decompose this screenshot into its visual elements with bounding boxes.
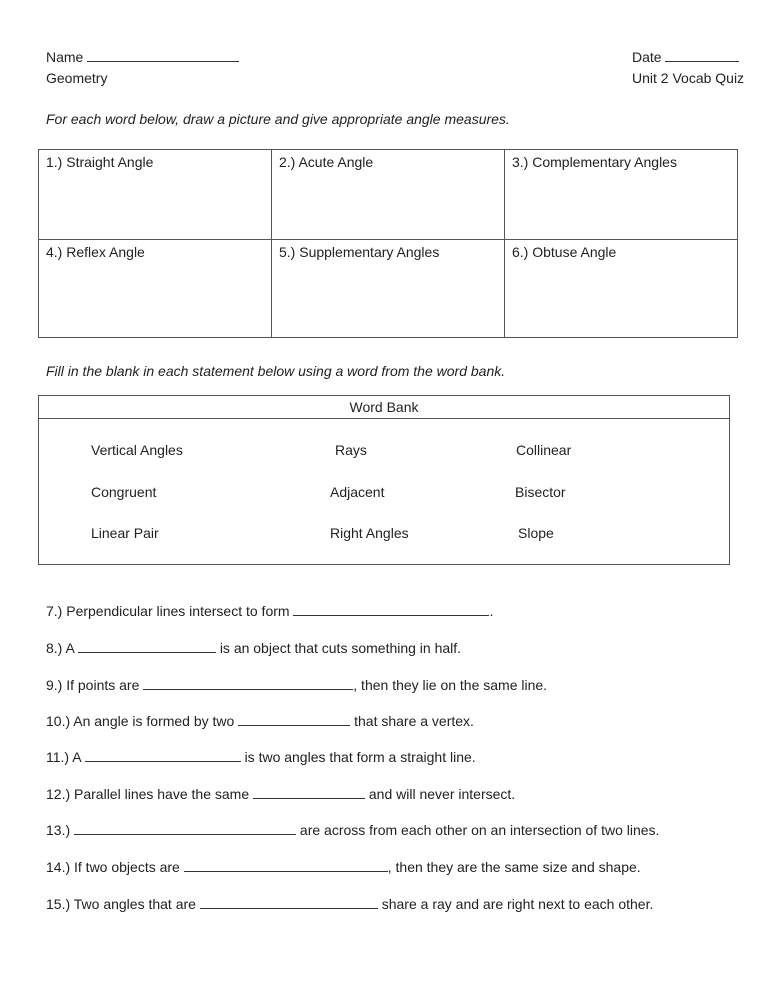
question-10 <box>46 713 474 729</box>
question-text: that share a vertex. <box>354 713 474 729</box>
question-text: 8.) A <box>46 640 75 656</box>
draw-item-label: 6.) Obtuse Angle <box>512 244 617 260</box>
question-8 <box>46 640 461 656</box>
draw-cell[interactable] <box>272 240 505 337</box>
question-15 <box>46 896 653 912</box>
question-text: share a ray and are right next to each other. <box>381 896 654 912</box>
word-bank-word: Vertical Angles <box>91 442 183 458</box>
draw-cell[interactable] <box>39 150 272 240</box>
draw-cell[interactable] <box>505 150 737 240</box>
word-bank-word: Bisector <box>515 484 566 500</box>
date-line <box>632 47 744 68</box>
draw-cell[interactable] <box>505 240 737 337</box>
draw-instructions: For each word below, draw a picture and give appropriate angle measures. <box>46 111 510 127</box>
question-text: are across from each other on an intersection of two lines. <box>299 822 660 838</box>
question-text: 12.) Parallel lines have the same <box>46 786 250 802</box>
question-11 <box>46 749 476 765</box>
question-text: . <box>489 603 494 619</box>
question-text: 7.) Perpendicular lines intersect to form <box>46 603 290 619</box>
name-label: Name <box>46 49 84 65</box>
quiz-title: Unit 2 Vocab Quiz <box>632 70 745 86</box>
draw-cell[interactable] <box>39 240 272 337</box>
draw-item-label: 2.) Acute Angle <box>279 154 374 170</box>
question-text: 13.) <box>46 822 71 838</box>
word-bank-word: Right Angles <box>330 525 409 541</box>
word-bank-word: Adjacent <box>330 484 385 500</box>
question-text: and will never intersect. <box>368 786 516 802</box>
answer-blank[interactable] <box>143 677 353 690</box>
question-text: 11.) A <box>46 749 81 765</box>
question-text: is two angles that form a straight line. <box>244 749 476 765</box>
course-label: Geometry <box>46 70 108 86</box>
question-12 <box>46 786 515 802</box>
fill-instructions: Fill in the blank in each statement below using a word from the word bank. <box>46 363 506 379</box>
word-bank-word: Linear Pair <box>91 525 159 541</box>
drawing-grid <box>38 149 738 338</box>
question-text: 14.) If two objects are <box>46 859 180 875</box>
word-bank-title: Word Bank <box>39 396 729 419</box>
question-13 <box>46 822 659 838</box>
word-bank-word: Congruent <box>91 484 157 500</box>
answer-blank[interactable] <box>74 822 296 835</box>
question-text: is an object that cuts something in half. <box>219 640 462 656</box>
draw-item-label: 3.) Complementary Angles <box>512 154 677 170</box>
answer-blank[interactable] <box>293 603 489 616</box>
word-bank-word: Collinear <box>516 442 572 458</box>
answer-blank[interactable] <box>238 713 350 726</box>
question-text: 15.) Two angles that are <box>46 896 196 912</box>
word-bank-word: Slope <box>518 525 554 541</box>
question-14 <box>46 859 641 875</box>
answer-blank[interactable] <box>253 786 365 799</box>
date-label: Date <box>632 49 662 65</box>
draw-item-label: 4.) Reflex Angle <box>46 244 145 260</box>
word-bank-word: Rays <box>335 442 367 458</box>
draw-item-label: 5.) Supplementary Angles <box>279 244 440 260</box>
name-blank[interactable] <box>87 49 239 62</box>
word-bank <box>38 395 730 565</box>
draw-item-label: 1.) Straight Angle <box>46 154 154 170</box>
name-line <box>46 47 239 68</box>
question-9 <box>46 677 547 693</box>
question-7 <box>46 603 493 619</box>
answer-blank[interactable] <box>200 896 378 909</box>
header-right <box>632 47 744 89</box>
answer-blank[interactable] <box>85 749 241 762</box>
answer-blank[interactable] <box>78 640 216 653</box>
question-text: , then they lie on the same line. <box>353 677 548 693</box>
date-blank[interactable] <box>665 49 739 62</box>
draw-cell[interactable] <box>272 150 505 240</box>
question-text: 10.) An angle is formed by two <box>46 713 235 729</box>
question-text: , then they are the same size and shape. <box>387 859 641 875</box>
answer-blank[interactable] <box>184 859 388 872</box>
header-left <box>46 47 239 89</box>
question-text: 9.) If points are <box>46 677 140 693</box>
